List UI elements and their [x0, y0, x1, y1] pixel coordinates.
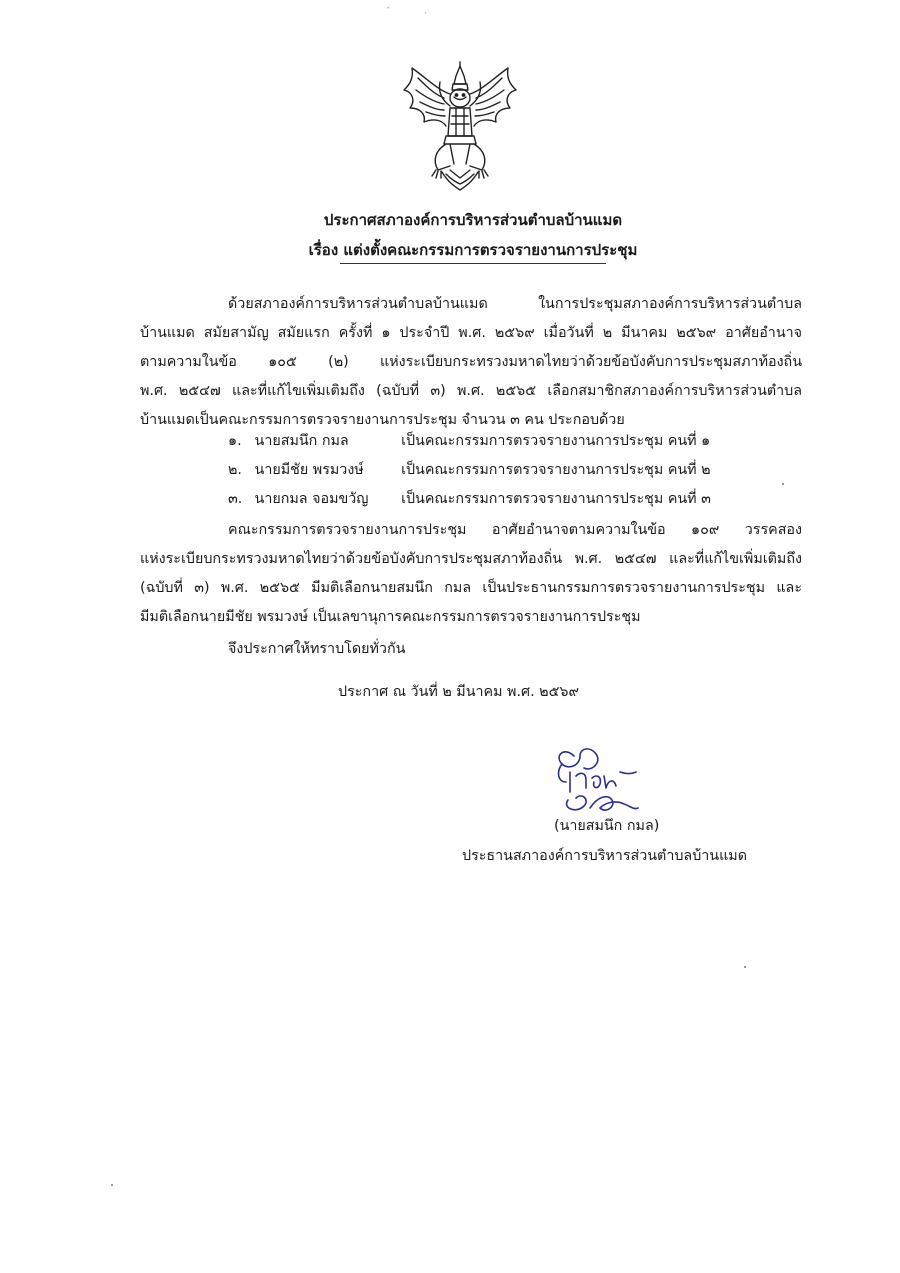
announcement-header: [0, 205, 900, 265]
list-item: [228, 427, 768, 456]
title-divider: [340, 263, 606, 264]
signatory-position: ประธานสภาองค์การบริหารส่วนตำบลบ้านแมด: [462, 848, 747, 864]
paragraph-line: ด้วยสภาองค์การบริหารส่วนตำบลบ้านแมด ในการประชุมสภาองค์การบริหารส่วนตำบล: [228, 296, 802, 312]
member-role: เป็นคณะกรรมการตรวจรายงานการประชุม คนที่ ๑: [401, 433, 711, 449]
paragraph-line: พ.ศ. ๒๕๔๗ และที่แก้ไขเพิ่มเติมถึง (ฉบับที่ ๓) พ.ศ. ๒๕๖๕ เลือกสมาชิกสภาองค์การบริหารส่วนตำบล: [140, 383, 802, 399]
member-name: นายสมนึก กมล: [254, 433, 349, 449]
member-number: ๓.: [228, 491, 243, 507]
member-number: ๑.: [228, 433, 242, 449]
paragraph-line: มีมติเลือกนายมีชัย พรมวงษ์ เป็นเลขานุการคณะกรรมการตรวจรายงานการประชุม: [140, 609, 641, 625]
garuda-emblem-icon: [398, 60, 522, 194]
paragraph-line: ตามความในข้อ ๑๐๕ (๒) แห่งระเบียบกระทรวงมหาดไทยว่าด้วยข้อบังคับการประชุมสภาท้องถิ่น: [140, 354, 802, 370]
paragraph-resolution: [140, 516, 802, 632]
paragraph-line: แห่งระเบียบกระทรวงมหาดไทยว่าด้วยข้อบังคับการประชุมสภาท้องถิ่น พ.ศ. ๒๕๔๗ และที่แก้ไขเพิ่มเติมถึง: [140, 551, 802, 567]
closing-statement: จึงประกาศให้ทราบโดยทั่วกัน: [228, 641, 406, 657]
paragraph-intro: [140, 290, 802, 435]
signatory-name: (นายสมนึก กมล): [554, 818, 660, 834]
announcement-subject: เรื่อง แต่งตั้งคณะกรรมการตรวจรายงานการประชุม: [308, 241, 638, 259]
scan-speck: [744, 966, 746, 968]
paragraph-line: บ้านแมด สมัยสามัญ สมัยแรก ครั้งที่ ๑ ประจำปี พ.ศ. ๒๕๖๙ เมื่อวันที่ ๒ มีนาคม ๒๕๖๙ อาศัยอำนาจ: [140, 325, 802, 341]
committee-member-list: [228, 427, 768, 514]
list-item: [228, 456, 768, 485]
handwritten-signature-icon: [546, 742, 656, 820]
member-role: เป็นคณะกรรมการตรวจรายงานการประชุม คนที่ ๒: [401, 462, 711, 478]
scan-speck: [782, 483, 784, 485]
member-role: เป็นคณะกรรมการตรวจรายงานการประชุม คนที่ ๓: [401, 491, 711, 507]
scan-speck: [111, 1184, 113, 1186]
paragraph-line: คณะกรรมการตรวจรายงานการประชุม อาศัยอำนาจตามความในข้อ ๑๐๙ วรรคสอง: [228, 522, 802, 538]
paragraph-line: (ฉบับที่ ๓) พ.ศ. ๒๕๖๕ มีมติเลือกนายสมนึก กมล เป็นประธานกรรมการตรวจรายงานการประชุม และ: [140, 580, 802, 596]
scan-speck: ·: [424, 9, 427, 19]
scan-speck: ˆ: [386, 7, 391, 17]
member-name: นายกมล จอมขวัญ: [254, 491, 369, 507]
member-number: ๒.: [228, 462, 242, 478]
announcement-date: ประกาศ ณ วันที่ ๒ มีนาคม พ.ศ. ๒๕๖๙: [338, 684, 579, 700]
announcement-title: ประกาศสภาองค์การบริหารส่วนตำบลบ้านแมด: [323, 211, 623, 229]
list-item: [228, 485, 768, 514]
paragraph-line: บ้านแมดเป็นคณะกรรมการตรวจรายงานการประชุม จำนวน ๓ คน ประกอบด้วย: [140, 412, 625, 428]
member-name: นายมีชัย พรมวงษ์: [254, 462, 364, 478]
